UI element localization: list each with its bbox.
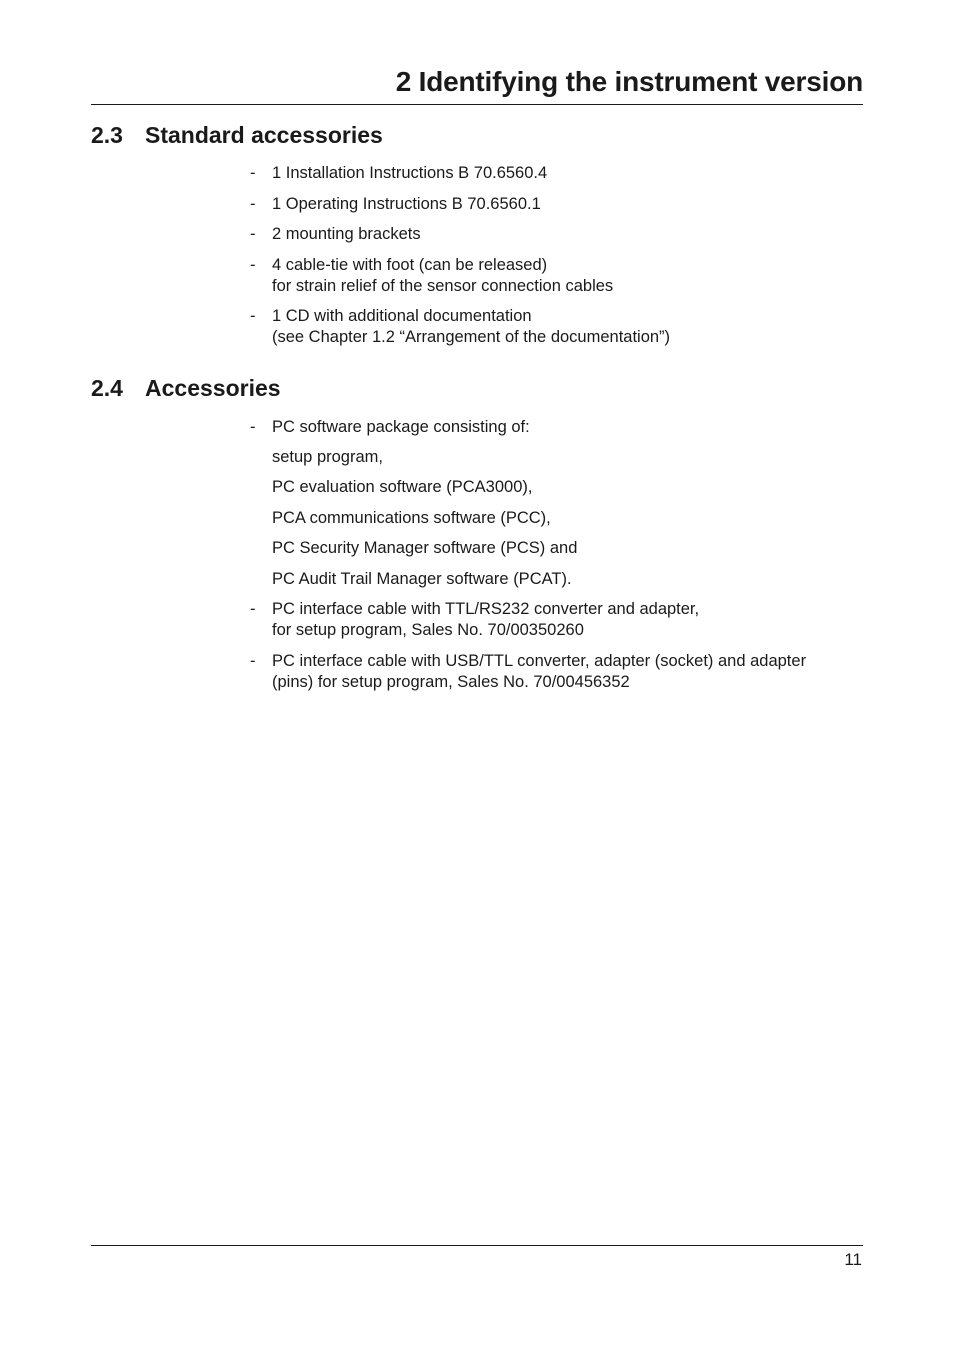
list-dash: - [250, 164, 256, 182]
list-item-text-continuation: for strain relief of the sensor connection cables [272, 276, 614, 295]
section-number: 2.3 [91, 122, 123, 148]
list-item-text: PC interface cable with USB/TTL converter, adapter (socket) and adapter [272, 652, 807, 670]
list-item-text: 1 Operating Instructions B 70.6560.1 [272, 195, 541, 213]
list-item-text: 1 Installation Instructions B 70.6560.4 [272, 164, 548, 182]
section-title: Accessories [145, 375, 281, 401]
list-dash: - [250, 600, 256, 618]
list-item-text: 1 CD with additional documentation [272, 307, 532, 325]
software-component: PC evaluation software (PCA3000), [272, 478, 533, 496]
software-component: setup program, [272, 448, 383, 466]
section-heading-accessories [91, 375, 281, 402]
section-number: 2.4 [91, 375, 123, 401]
list-item-text: 2 mounting brackets [272, 225, 421, 243]
page-number: 11 [844, 1250, 862, 1269]
header-rule [91, 104, 863, 105]
list-dash: - [250, 195, 256, 213]
list-dash: - [250, 418, 256, 436]
list-item-text-continuation: (pins) for setup program, Sales No. 70/00456352 [272, 672, 630, 691]
list-item-text: PC software package consisting of: [272, 418, 530, 436]
list-dash: - [250, 307, 256, 325]
chapter-title: 2 Identifying the instrument version [395, 66, 863, 97]
list-item-text: PC interface cable with TTL/RS232 converter and adapter, [272, 600, 700, 618]
list-item-text: 4 cable-tie with foot (can be released) [272, 256, 548, 274]
list-item-text-continuation: (see Chapter 1.2 “Arrangement of the documentation”) [272, 327, 671, 346]
list-dash: - [250, 652, 256, 670]
software-component: PC Audit Trail Manager software (PCAT). [272, 570, 572, 588]
section-heading-standard-accessories [91, 122, 383, 149]
software-component: PC Security Manager software (PCS) and [272, 539, 578, 557]
list-dash: - [250, 225, 256, 243]
footer-rule [91, 1245, 863, 1246]
software-component: PCA communications software (PCC), [272, 509, 551, 527]
section-title: Standard accessories [145, 122, 383, 148]
list-item-text-continuation: for setup program, Sales No. 70/00350260 [272, 620, 584, 639]
list-dash: - [250, 256, 256, 274]
